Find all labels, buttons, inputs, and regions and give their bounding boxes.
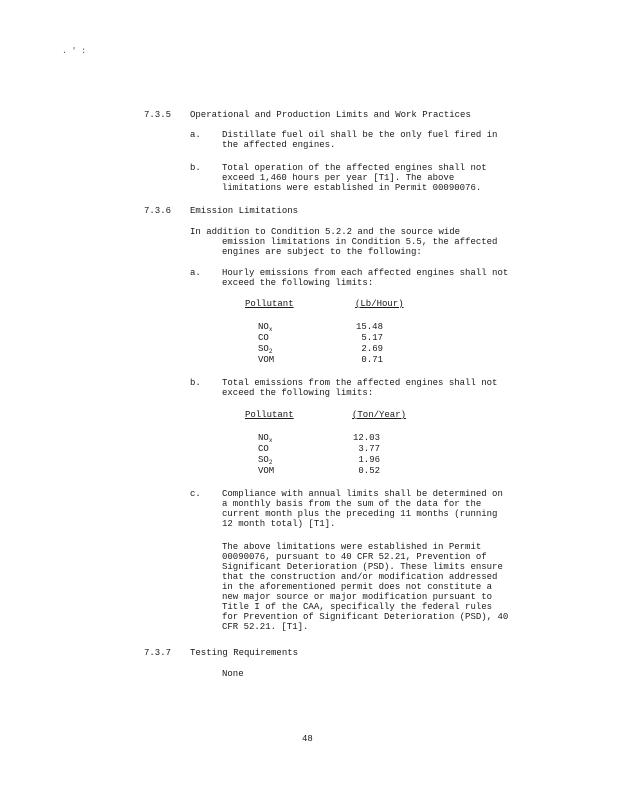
paragraph-line: Title I of the CAA, specifically the federal rules [222,602,493,612]
item-text-line: current month plus the preceding 11 months (running [222,509,498,519]
section-7-3-6-number: 7.3.6 [144,206,172,216]
item-text-line: exceed the following limits: [222,278,374,288]
page-number: 48 [302,734,313,744]
table-cell-pollutant: $SO_2$ [258,455,273,466]
testing-body: None [222,669,244,679]
section-7-3-7-title: Testing Requirements [190,648,299,658]
table-cell-value: 15.48 [355,322,383,332]
paragraph-line: in the aforementioned permit does not constitute a [222,582,493,592]
table-cell-value: 3.77 [358,444,380,454]
table-cell-pollutant: CO [258,333,269,343]
item-label: b. [190,378,201,388]
table-cell-value: 2.69 [361,344,383,354]
table-cell-pollutant: $NO_x$ [258,433,273,444]
item-text-line: Total operation of the affected engines shall not [222,163,487,173]
section-7-3-7-number: 7.3.7 [144,648,172,658]
table-cell-value: 12.03 [352,433,380,443]
item-text-line: exceed 1,460 hours per year [T1]. The above [222,173,455,183]
paragraph-line: CFR 52.21. [T1]. [222,622,309,632]
table-cell-pollutant: CO [258,444,269,454]
item-text-line: 12 month total) [T1]. [222,519,336,529]
section-7-3-6-title: Emission Limitations [190,206,299,216]
table-cell-value: 0.52 [358,466,380,476]
table-cell-pollutant: $SO_2$ [258,344,273,355]
paragraph-line: that the construction and/or modification addressed [222,572,498,582]
table-cell-value: 0.71 [361,355,383,365]
paragraph-line: The above limitations were established in Permit [222,542,482,552]
table-cell-pollutant: VOM [258,355,275,365]
table-header-pollutant: Pollutant [245,410,294,420]
item-text-line: limitations were established in Permit 00090076. [222,183,482,193]
table-cell-value: 5.17 [361,333,383,343]
table-cell-value: 1.96 [358,455,380,465]
table-cell-pollutant: VOM [258,466,275,476]
paragraph-line: 00090076, pursuant to 40 CFR 52.21, Prevention of [222,552,487,562]
item-text-line: Hourly emissions from each affected engines shall not [222,268,509,278]
item-text-line: the affected engines. [222,140,336,150]
section-7-3-5-number: 7.3.5 [144,110,172,120]
intro-line: emission limitations in Condition 5.5, the affected [222,237,498,247]
paragraph-line: new major source or major modification pursuant to [222,592,493,602]
paragraph-line: Significant Deterioration (PSD). These limits ensure [222,562,503,572]
item-text-line: Compliance with annual limits shall be determined on [222,489,503,499]
table-cell-pollutant: $NO_x$ [258,322,273,333]
item-label: a. [190,268,201,278]
item-text-line: Distillate fuel oil shall be the only fuel fired in [222,130,498,140]
table-header-lb-hour: (Lb/Hour) [355,299,404,309]
table-header-ton-year: (Ton/Year) [352,410,407,420]
item-label: a. [190,130,201,140]
paragraph-line: for Prevention of Significant Deterioration (PSD), 40 [222,612,509,622]
corner-mark: . ' : [62,47,87,56]
section-7-3-5-title: Operational and Production Limits and Work Practices [190,110,471,120]
item-text-line: a monthly basis from the sum of the data for the [222,499,482,509]
intro-line: engines are subject to the following: [222,247,422,257]
intro-line: In addition to Condition 5.2.2 and the source wide [190,227,461,237]
item-text-line: exceed the following limits: [222,388,374,398]
item-label: c. [190,489,201,499]
item-label: b. [190,163,201,173]
table-header-pollutant: Pollutant [245,299,294,309]
item-text-line: Total emissions from the affected engines shall not [222,378,498,388]
